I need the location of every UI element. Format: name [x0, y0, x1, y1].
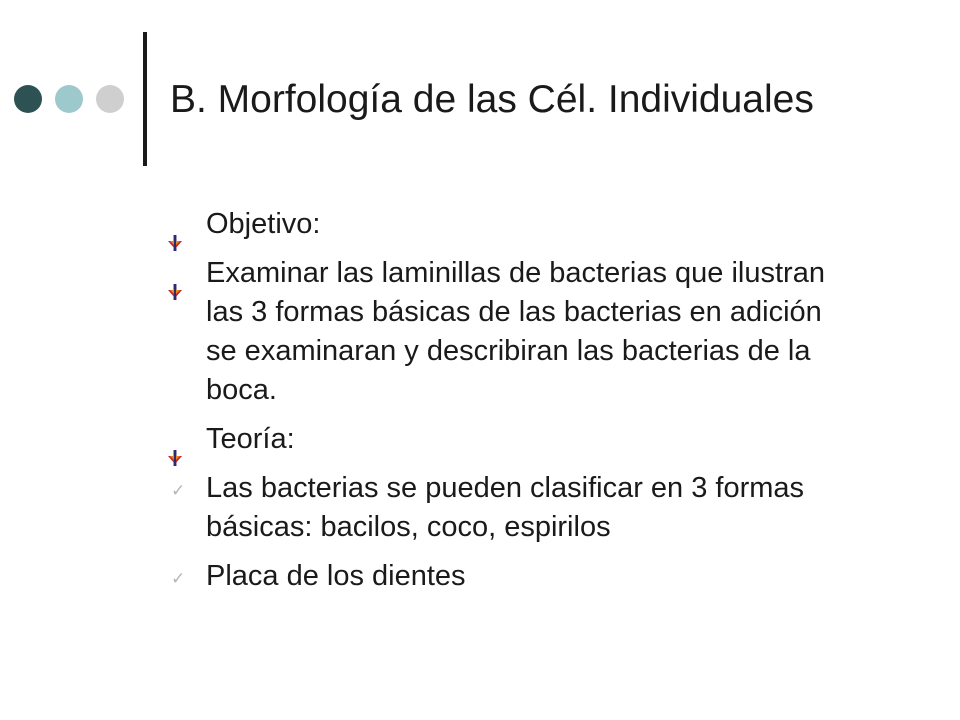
arrow-bullet-icon: [166, 272, 184, 288]
bullet-text: Las bacterias se pueden clasificar en 3 formas básicas: bacilos, coco, espirilos: [206, 472, 805, 543]
bullet-item: [166, 469, 846, 547]
arrow-bullet-icon: [166, 223, 184, 239]
arrow-bullet-icon: [166, 438, 184, 454]
bullet-item: [166, 557, 831, 596]
bullet-text: Placa de los dientes: [206, 560, 466, 592]
decorative-dot-gray: [96, 85, 124, 113]
bullet-text: Objetivo:: [206, 208, 321, 240]
check-bullet-icon: ✓: [171, 569, 186, 589]
bullet-item: [166, 420, 831, 459]
bullet-item: [166, 254, 846, 410]
title-divider-bar: [143, 32, 147, 166]
decorative-dot-teal: [55, 85, 83, 113]
bullet-text: Examinar las laminillas de bacterias que ilustran las 3 formas básicas de las bacterias en adición se examinaran y describiran las bacterias de la boca.: [206, 257, 825, 406]
bullet-text: Teoría:: [206, 423, 295, 455]
bullet-list: [166, 205, 946, 606]
decorative-dot-dark: [14, 85, 42, 113]
bullet-item: [166, 205, 831, 244]
check-bullet-icon: ✓: [171, 481, 186, 501]
slide-title: B. Morfología de las Cél. Individuales: [170, 78, 814, 121]
